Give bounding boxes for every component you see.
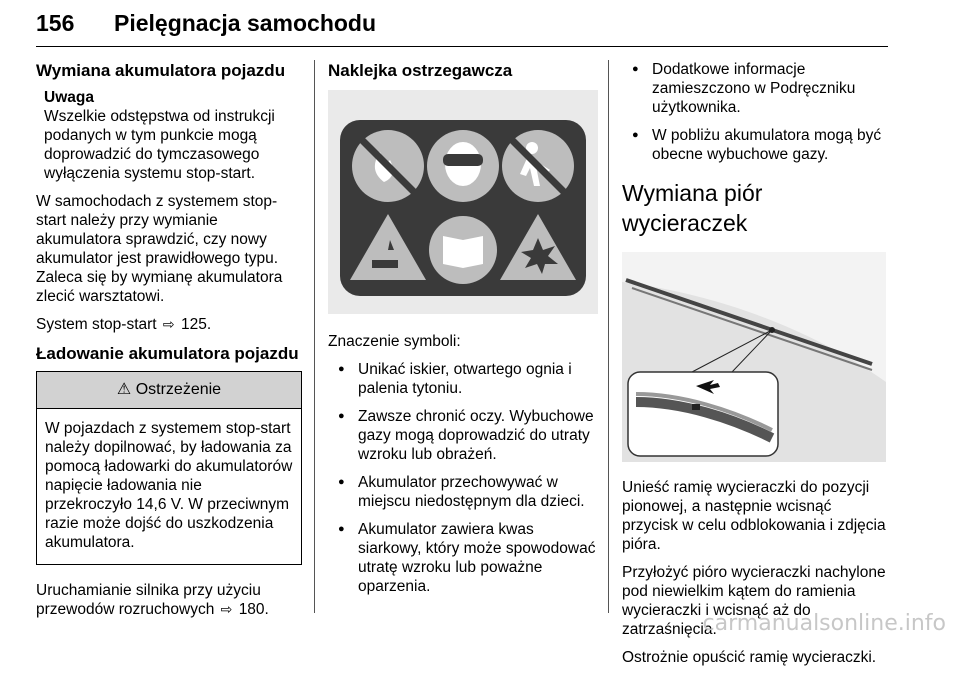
read-manual-icon — [429, 216, 497, 284]
no-fire-icon — [352, 130, 424, 202]
wiper-blade-image — [622, 252, 886, 462]
header-rule — [36, 46, 888, 47]
page-reference-arrow-icon: ⇨ — [162, 316, 175, 332]
page-number: 156 — [36, 10, 75, 36]
section-heading-battery-replace: Wymiana akumulatora pojazdu — [36, 61, 286, 80]
list-item: ● Zawsze chronić oczy. Wybuchowe gazy mogą doprowadzić do utraty wzroku lub obrażeń. — [328, 407, 598, 464]
keep-away-children-icon — [502, 130, 574, 202]
page-header — [36, 6, 888, 46]
symbols-list — [328, 360, 598, 596]
reference-page[interactable]: 180. — [238, 601, 269, 618]
reference-page[interactable]: 125. — [180, 316, 212, 333]
reference-text: System stop-start — [36, 316, 157, 333]
section-heading-wiper: Wymiana piór wycieraczek — [622, 180, 763, 236]
note-box — [36, 88, 302, 183]
warning-sticker-image — [328, 90, 598, 314]
warning-header — [37, 372, 301, 409]
list-item: ● Unikać iskier, otwartego ognia i palenia tytoniu. — [328, 360, 598, 398]
column-left — [36, 60, 302, 628]
list-item: ● Dodatkowe informacje zamieszczono w Podręczniku użytkownika. — [622, 60, 890, 117]
warning-title: Ostrzeżenie — [135, 381, 222, 398]
symbols-intro: Znaczenie symboli: — [328, 333, 461, 350]
section-heading-warning-sticker: Naklejka ostrzegawcza — [328, 61, 513, 80]
list-item: ● Akumulator przechowywać w miejscu niedostępnym dla dzieci. — [328, 473, 598, 511]
list-item: ● Akumulator zawiera kwas siarkowy, który może spowodować utratę wzroku lub poważne oparzenia. — [328, 520, 598, 596]
column-divider — [314, 60, 315, 613]
page-title: Pielęgnacja samochodu — [114, 10, 377, 36]
warning-text: W pojazdach z systemem stop-start należy dopilnować, by ładowania za pomocą ładowarki do akumulatorów napięcie ładowania nie przekroczyło 14,6 V. W przeciwnym razie może dojść do uszkodzenia akumulatora. — [45, 420, 293, 551]
stop-start-reference — [36, 315, 302, 334]
wiper-step-2: Przyłożyć pióro wycieraczki nachylone pod niewielkim kątem do ramienia wycieraczki i wcisnąć aż do zatrzaśnięcia. — [622, 564, 886, 638]
jump-start-reference — [36, 581, 302, 619]
watermark: carmanualsonline.info — [702, 611, 946, 636]
info-list — [622, 60, 890, 164]
note-text: Wszelkie odstępstwa od instrukcji podanych w tym punkcie mogą doprowadzić do tymczasowego wyłączenia systemu stop-start. — [44, 108, 275, 182]
eye-protection-icon — [427, 130, 499, 202]
page-reference-arrow-icon: ⇨ — [220, 601, 233, 617]
battery-paragraph: W samochodach z systemem stop-start należy przy wymianie akumulatora sprawdzić, czy nowy akumulator jest prawidłowego typu. Zaleca się by wymianę akumulatora zlecić warsztatowi. — [36, 193, 283, 305]
note-title: Uwaga — [44, 89, 94, 106]
warning-triangle-icon: ⚠ — [116, 381, 132, 398]
wiper-step-3: Ostrożnie opuścić ramię wycieraczki. — [622, 649, 877, 666]
wiper-step-1: Unieść ramię wycieraczki do pozycji pionowej, a następnie wcisnąć przycisk w celu odblokowania i zdjęcia pióra. — [622, 479, 886, 553]
column-middle — [328, 60, 598, 605]
warning-box — [36, 371, 302, 565]
column-right — [622, 60, 890, 676]
section-heading-battery-charge: Ładowanie akumulatora pojazdu — [36, 344, 299, 363]
reference-text: Uruchamianie silnika przy użyciu przewodów rozruchowych — [36, 582, 261, 618]
column-divider — [608, 60, 609, 613]
list-item: ● W pobliżu akumulatora mogą być obecne wybuchowe gazy. — [622, 126, 890, 164]
